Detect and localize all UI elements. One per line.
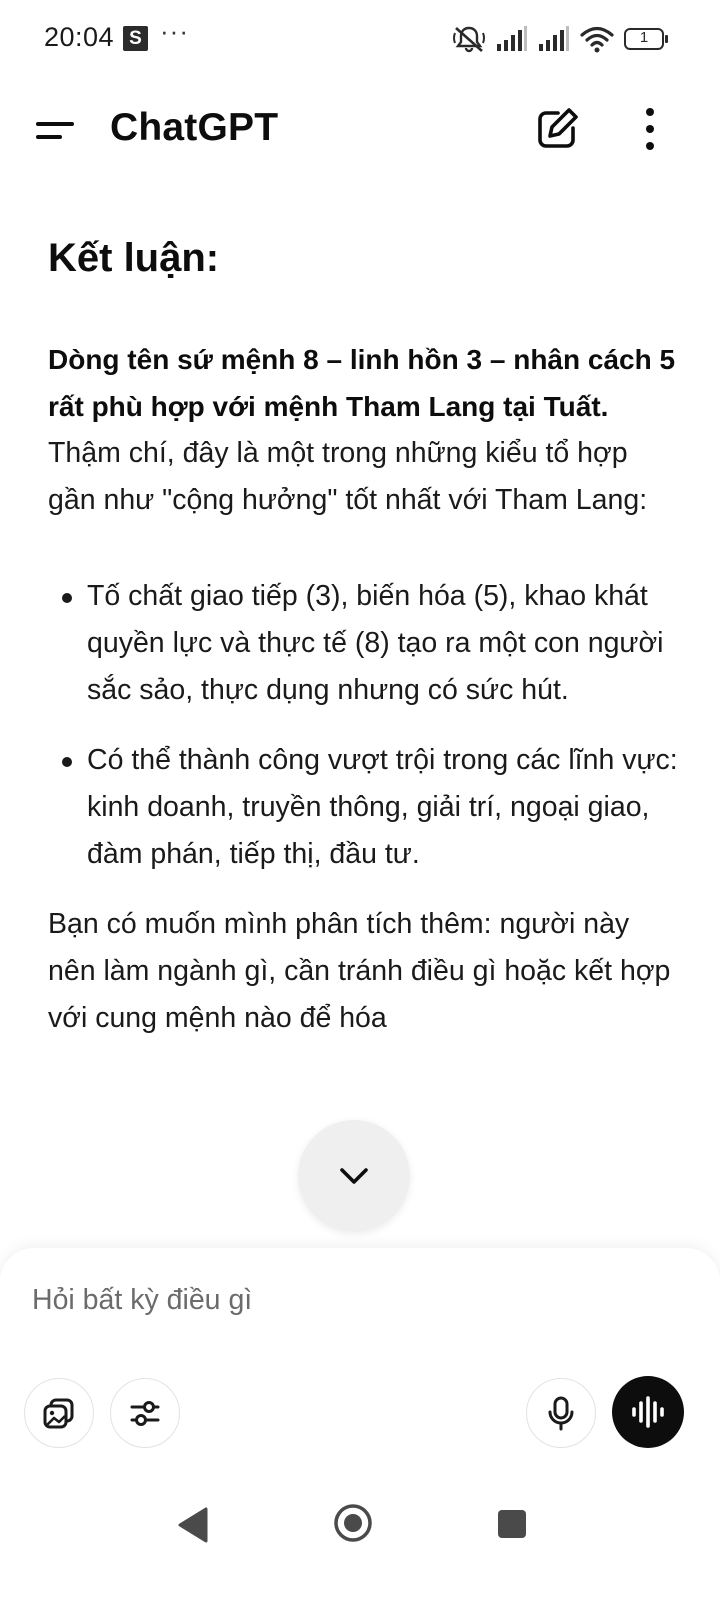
home-circle-icon: [332, 1502, 374, 1544]
message-bold-paragraph: Dòng tên sứ mệnh 8 – linh hồn 3 – nhân cách 5 rất phù hợp với mệnh Tham Lang tại Tuất.: [48, 344, 676, 422]
home-button[interactable]: [332, 1502, 374, 1549]
signal-icon-1: [496, 26, 528, 52]
new-chat-icon[interactable]: [530, 102, 584, 156]
status-time: 20:04: [44, 22, 115, 52]
app-notification-icon: S: [123, 26, 148, 51]
tools-button[interactable]: [110, 1378, 180, 1448]
list-item: [48, 573, 678, 714]
signal-icon-2: [538, 26, 570, 52]
microphone-icon: [542, 1394, 580, 1432]
menu-icon[interactable]: [28, 104, 80, 156]
message-paragraph: Thậm chí, đây là một trong những kiểu tổ hợp gần như "cộng hưởng" tốt nhất với Tham Lang:: [48, 437, 648, 516]
message-heading: Kết luận:: [48, 236, 220, 280]
more-notifications-icon: ···: [160, 16, 189, 46]
back-triangle-icon: [176, 1506, 210, 1544]
recents-square-icon: [496, 1508, 528, 1540]
wifi-icon: [580, 25, 614, 53]
status-icons: [452, 22, 668, 56]
voice-wave-icon: [628, 1392, 668, 1432]
status-bar: [0, 0, 720, 78]
bullet-dot: [62, 757, 72, 767]
message-bullet-list: [48, 573, 678, 878]
recents-button[interactable]: [496, 1508, 528, 1545]
system-nav-bar: [0, 1470, 720, 1600]
app-bar: [0, 78, 720, 182]
app-title: ChatGPT: [110, 106, 279, 149]
bullet-text: Tố chất giao tiếp (3), biến hóa (5), khao khát quyền lực và thực tế (8) tạo ra một con người sắc sảo, thực dụng nhưng có sức hút.: [87, 580, 664, 706]
prompt-input[interactable]: [32, 1284, 672, 1317]
sliders-icon: [126, 1394, 164, 1432]
battery-icon: [624, 28, 668, 50]
battery-level: 1: [639, 29, 649, 46]
list-item: [48, 737, 678, 878]
dictation-button[interactable]: [526, 1378, 596, 1448]
voice-mode-button[interactable]: [612, 1376, 684, 1448]
mute-icon: [452, 24, 486, 54]
scroll-down-button[interactable]: [298, 1120, 410, 1232]
assistant-message: [48, 228, 678, 1042]
back-button[interactable]: [176, 1506, 210, 1549]
bullet-text: Có thể thành công vượt trội trong các lĩnh vực: kinh doanh, truyền thông, giải trí, ngoại giao, đàm phán, tiếp thị, đầu tư.: [87, 744, 678, 870]
bullet-dot: [62, 593, 72, 603]
more-vertical-icon[interactable]: [628, 102, 672, 156]
composer: [0, 1248, 720, 1470]
message-follow-up: Bạn có muốn mình phân tích thêm: người này nên làm ngành gì, cần tránh điều gì hoặc kết hợp với cung mệnh nào để hóa: [48, 908, 671, 1034]
image-icon: [40, 1394, 78, 1432]
chevron-down-icon: [334, 1156, 374, 1196]
add-image-button[interactable]: [24, 1378, 94, 1448]
